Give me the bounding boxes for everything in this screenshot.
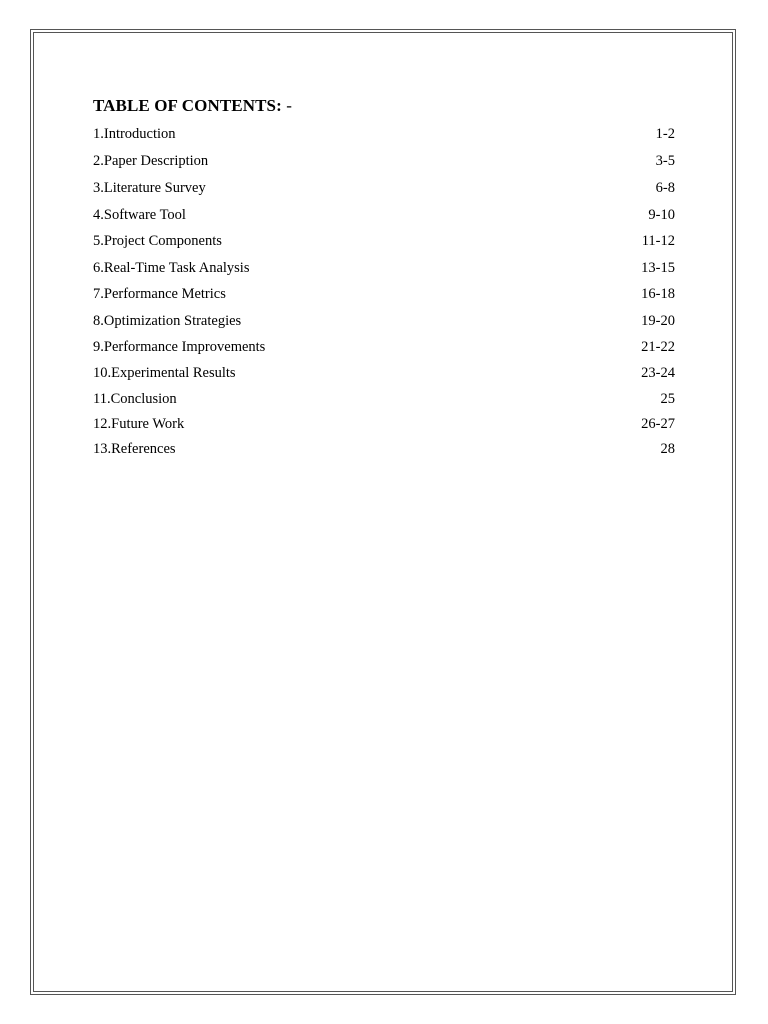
toc-entry-pages: 1-2 [655, 126, 675, 142]
toc-entry [93, 206, 675, 224]
toc-entry-pages: 6-8 [655, 180, 675, 196]
toc-entry [93, 179, 675, 197]
toc-entry [93, 152, 675, 170]
toc-entry-label: 9.Performance Improvements [93, 339, 266, 355]
toc-entry-pages: 13-15 [641, 260, 675, 276]
toc-entry [93, 312, 675, 330]
toc-entry-label: 7.Performance Metrics [93, 286, 226, 302]
toc-entry [93, 232, 675, 250]
toc-heading-text: TABLE OF CONTENTS: [93, 96, 287, 115]
toc-entry-pages: 11-12 [641, 233, 675, 249]
toc-entry [93, 415, 675, 433]
toc-entry-label: 6.Real-Time Task Analysis [93, 260, 250, 276]
toc-entry-pages: 28 [660, 441, 675, 457]
toc-entry-label: 8.Optimization Strategies [93, 313, 242, 329]
toc-entry-pages: 26-27 [641, 416, 675, 432]
toc-entry-label: 12.Future Work [93, 416, 185, 432]
toc-entry [93, 259, 675, 277]
toc-entry-pages: 16-18 [641, 286, 675, 302]
toc-entry-label: 11.Conclusion [93, 391, 177, 407]
toc-entry [93, 390, 675, 408]
toc-entry-pages: 3-5 [655, 153, 675, 169]
toc-entry [93, 338, 675, 356]
toc-entry [93, 285, 675, 303]
toc-heading-dash: - [286, 96, 292, 115]
toc-list [93, 125, 675, 458]
toc-entry-pages: 21-22 [641, 339, 675, 355]
toc-entry [93, 364, 675, 382]
toc-entry-label: 5.Project Components [93, 233, 222, 249]
toc-entry-label: 3.Literature Survey [93, 180, 206, 196]
toc-entry-label: 4.Software Tool [93, 207, 186, 223]
toc-entry-label: 1.Introduction [93, 126, 176, 142]
toc-entry [93, 440, 675, 458]
toc-entry-label: 13.References [93, 441, 176, 457]
toc-heading [93, 96, 292, 116]
toc-entry-pages: 25 [660, 391, 675, 407]
toc-entry-pages: 19-20 [641, 313, 675, 329]
toc-entry [93, 125, 675, 143]
toc-entry-label: 2.Paper Description [93, 153, 209, 169]
toc-entry-pages: 9-10 [648, 207, 675, 223]
toc-entry-label: 10.Experimental Results [93, 365, 236, 381]
toc-entry-pages: 23-24 [641, 365, 675, 381]
